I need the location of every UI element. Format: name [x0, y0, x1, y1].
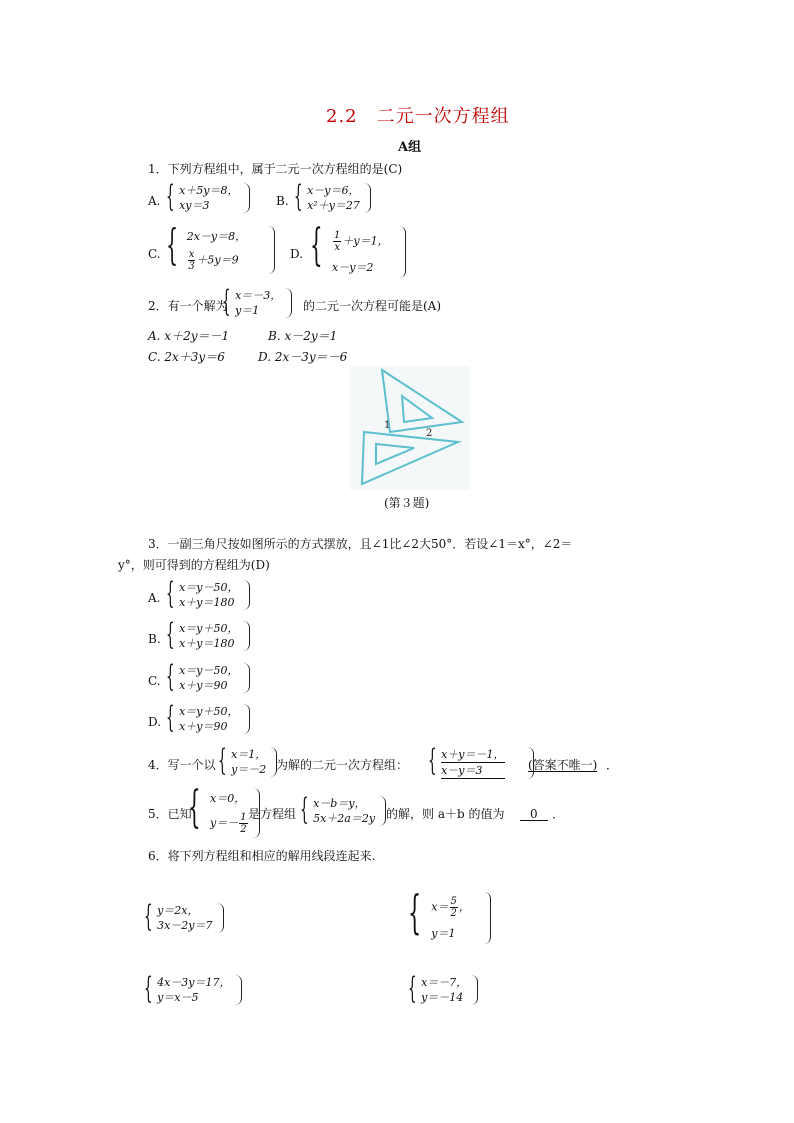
equation: x＝y＋50， [179, 705, 239, 718]
right-bracket [285, 288, 292, 318]
equation: x＝y－50， [179, 664, 239, 677]
q4-answer-system [428, 743, 534, 779]
q2-option-b: B. x－2y＝1 [268, 329, 338, 343]
q2-option-a: A. x＋2y＝－1 [148, 329, 230, 343]
q5-end: ． [552, 807, 565, 821]
left-brace: { [166, 220, 179, 269]
q4-solution-system [218, 743, 277, 778]
figure-background [350, 366, 470, 490]
angle-1-label: 1 [384, 420, 391, 431]
question-3-line-1: 3．一副三角尺按如图所示的方式摆放，且∠1比∠2大50°．若设∠1＝x°，∠2＝ [148, 537, 573, 551]
q4-end: ． [606, 758, 619, 772]
equation: y＝－2 [231, 763, 267, 776]
left-brace: { [218, 743, 227, 778]
q6-left-system-1 [144, 899, 224, 934]
q3-option-c-label: C. [148, 674, 161, 688]
equation: x＋y＝－1， [441, 748, 505, 761]
q1-option-a-system [166, 179, 250, 214]
right-bracket [243, 621, 250, 651]
q6-left-system-2 [144, 971, 242, 1006]
q3-option-d-label: D. [148, 715, 162, 729]
q1-option-b-system [294, 179, 371, 214]
q6-right-system-1 [408, 885, 491, 944]
right-bracket [217, 903, 224, 933]
q6-right-system-2 [408, 971, 478, 1006]
equation: x＝－3， [235, 289, 282, 302]
q3-option-a-label: A. [148, 591, 161, 605]
right-bracket [243, 663, 250, 693]
question-6-stem: 6．将下列方程组和相应的解用线段连起来. [148, 849, 376, 863]
equation: x－y＝6， [307, 184, 360, 197]
equation: 5x＋2a＝2y [313, 812, 376, 825]
equation: x＝y＋50， [179, 622, 239, 635]
equation: x＝y－50， [179, 581, 239, 594]
question-2-stem-start: 2．有一个解为 [148, 299, 228, 313]
figure-caption: (第３题) [384, 496, 430, 510]
section-heading: A组 [398, 140, 422, 155]
left-brace: { [166, 179, 175, 214]
equation: y＝2x， [157, 904, 199, 917]
equation: x＋y＝180 [179, 596, 235, 609]
equation: x－b＝y， [313, 797, 366, 810]
question-1-stem: 1．下列方程组中，属于二元一次方程组的是(C) [148, 162, 403, 176]
left-brace: { [294, 179, 303, 214]
left-brace: { [166, 700, 175, 735]
angle-2-label: 2 [426, 428, 433, 439]
question-4-start: 4．写一个以 [148, 758, 216, 772]
right-bracket [243, 183, 250, 213]
triangle-rulers-figure [350, 366, 470, 490]
equation: x＝0， [210, 792, 246, 805]
question-4-middle: 为解的二元一次方程组： [276, 758, 409, 772]
q2-option-d: D. 2x－3y＝－6 [258, 350, 348, 364]
q2-solution-system [222, 284, 292, 319]
left-brace: { [408, 971, 417, 1006]
equation: y＝1 [431, 926, 456, 940]
equation: y＝－14 [421, 991, 464, 1004]
q3-option-a-system [166, 576, 250, 611]
q1-option-a-label: A. [148, 194, 161, 208]
right-bracket [243, 580, 250, 610]
left-brace: { [310, 220, 323, 271]
equation: $\frac{1}{x}$ ＋y＝1， [334, 229, 389, 253]
equation: x－y＝2 [332, 260, 374, 274]
right-bracket [484, 892, 491, 944]
q3-option-b-label: B. [148, 632, 161, 646]
question-5-start: 5．已知 [148, 807, 192, 821]
question-2-stem-end: 的二元一次方程可能是(A) [303, 299, 442, 313]
question-5-middle: 是方程组 [248, 807, 297, 821]
equation: x＋y＝90 [179, 720, 228, 733]
q3-option-b-system [166, 617, 250, 652]
q2-option-c: C. 2x＋3y＝6 [148, 350, 225, 364]
left-brace: { [166, 617, 175, 652]
equation: y＝x－5 [157, 991, 199, 1004]
q1-option-d-system [310, 220, 406, 278]
q5-answer: 0 [520, 808, 548, 821]
left-brace: { [428, 743, 437, 778]
q1-option-c-label: C. [148, 247, 161, 261]
equation: x＋y＝90 [179, 679, 228, 692]
right-bracket [243, 704, 250, 734]
equation: 3x－2y＝7 [157, 919, 213, 932]
right-bracket [471, 975, 478, 1005]
right-bracket [268, 226, 275, 274]
equation: y＝－ $\frac{1}{2}$ [210, 812, 247, 835]
question-5-after: 的解，则 a＋b 的值为 [386, 807, 505, 821]
right-bracket [364, 183, 371, 213]
equation: x＋5y＝8， [179, 184, 239, 197]
left-brace: { [166, 576, 175, 611]
q3-option-d-system [166, 700, 250, 735]
question-3-line-2: y°，则可得到的方程组为(D) [118, 558, 270, 572]
equation: x－y＝3 [441, 763, 504, 779]
q1-option-b-label: B. [276, 194, 289, 208]
equation: x＝1， [231, 748, 267, 761]
q4-answer-note: (答案不唯一) [528, 758, 598, 772]
q3-option-c-system [166, 659, 250, 694]
left-brace: { [188, 782, 201, 833]
equation: x＋y＝180 [179, 637, 235, 650]
equation: $\frac{x}{3}$ ＋5y＝9 [188, 248, 239, 272]
left-brace: { [300, 792, 309, 827]
right-bracket [399, 226, 406, 278]
right-bracket [235, 975, 242, 1005]
equation: x＝－7， [421, 976, 468, 989]
equation: 2x－y＝8， [186, 229, 247, 243]
q5-equation-system [300, 792, 386, 827]
left-brace: { [144, 971, 153, 1006]
q1-option-c-system [166, 220, 275, 274]
equation: xy＝3 [179, 199, 210, 212]
left-brace: { [222, 284, 231, 319]
equation: x²＋y＝27 [307, 199, 360, 212]
left-brace: { [144, 899, 153, 934]
equation: x＝ $\frac{5}{2}$ ， [431, 895, 470, 919]
page-title: 2.2 二元一次方程组 [326, 106, 510, 127]
left-brace: { [166, 659, 175, 694]
equation: 4x－3y＝17， [157, 976, 231, 989]
q1-option-d-label: D. [290, 247, 304, 261]
left-brace: { [408, 885, 422, 939]
equation: y＝1 [235, 304, 260, 317]
